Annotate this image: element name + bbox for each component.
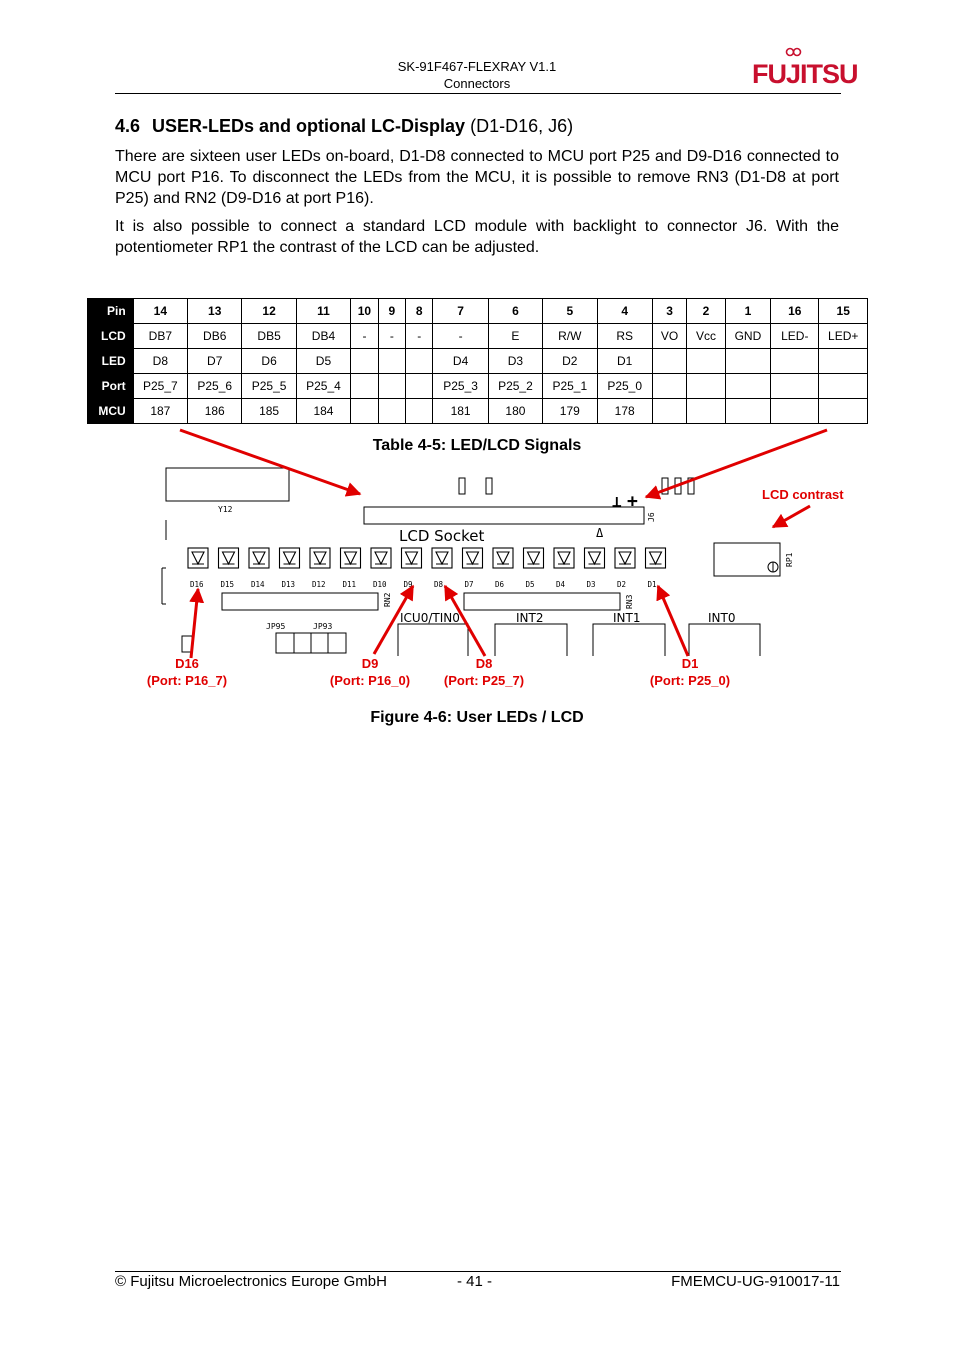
table-cell: 2 [687, 299, 725, 324]
jp93-label: JP93 [313, 622, 333, 631]
led-d5-icon [524, 548, 544, 568]
jp95-label: JP95 [266, 622, 286, 631]
figure-caption: Figure 4-6: User LEDs / LCD [370, 709, 584, 726]
led-label: D14 [251, 580, 265, 589]
arrow-table-left [180, 430, 360, 494]
rn2-outline [222, 593, 378, 610]
gnd-mark: ⊥ [612, 492, 622, 511]
d1-annotation [640, 655, 740, 689]
d9-annotation [320, 655, 420, 689]
led-d10-icon [371, 548, 391, 568]
table-cell: - [378, 324, 405, 349]
d16-port-label: (Port: P16_7) [146, 673, 228, 688]
rp1-label: RP1 [785, 552, 794, 567]
d9-label: D9 [361, 656, 379, 671]
lcd-socket-label: LCD Socket [399, 527, 485, 545]
table-cell: Vcc [687, 324, 725, 349]
header-icu0-label: ICU0/TIN0 [400, 611, 460, 625]
led-d11-icon [341, 548, 361, 568]
led-label: D1 [647, 580, 657, 589]
table-cell: 10 [351, 299, 379, 324]
led-d4-icon [554, 548, 574, 568]
table-cell: - [433, 324, 488, 349]
table-cell: P25_6 [188, 374, 242, 399]
table-cell: LED- [771, 324, 819, 349]
led-label: D10 [373, 580, 387, 589]
header-int0-label: INT0 [708, 611, 736, 625]
led-d16-icon [188, 548, 208, 568]
table-cell: D4 [433, 349, 488, 374]
table-cell: D3 [488, 349, 542, 374]
table-cell: 16 [771, 299, 819, 324]
table-cell: R/W [543, 324, 597, 349]
table-cell: 12 [242, 299, 296, 324]
y12-label: Y12 [218, 505, 233, 514]
d8-annotation [434, 655, 534, 689]
plus-mark: + [627, 491, 638, 512]
j6-label: J6 [647, 512, 656, 522]
table-cell: 187 [133, 399, 187, 424]
led-d15-icon [219, 548, 239, 568]
table-cell: 185 [242, 399, 296, 424]
table-cell: 4 [597, 299, 652, 324]
table-cell: 6 [488, 299, 542, 324]
led-d1-icon [646, 548, 666, 568]
led-d13-icon [280, 548, 300, 568]
led-label: D5 [525, 580, 535, 589]
led-label: D7 [464, 580, 474, 589]
table-cell: P25_5 [242, 374, 296, 399]
table-cell: D5 [296, 349, 350, 374]
table-cell: P25_1 [543, 374, 597, 399]
footer-divider [115, 1271, 841, 1272]
d1-label: D1 [681, 656, 699, 671]
led-label: D11 [342, 580, 357, 589]
d8-label: D8 [475, 656, 493, 671]
d16-label: D16 [175, 656, 199, 671]
led-label: D15 [220, 580, 235, 589]
led-d8-icon [432, 548, 452, 568]
rn3-label: RN3 [625, 594, 634, 609]
section-name: Connectors [443, 76, 511, 91]
row-header: LED [88, 349, 134, 374]
table-cell: DB6 [188, 324, 242, 349]
led-d6-icon [493, 548, 513, 568]
table-cell: 178 [597, 399, 652, 424]
table-cell: 9 [378, 299, 405, 324]
paragraph-leds: There are sixteen user LEDs on-board, D1-D8 connected to MCU port P25 and D9-D16 connected to MCU port P16. To disconnect the LEDs from the MCU, it is possible to remove RN3 (D1-D8 at port P25) and RN2 (D9-D16 at port P16). [115, 148, 839, 207]
cap-part [459, 478, 465, 494]
footer-page-number: - 41 - [457, 1273, 493, 1290]
table-cell: VO [652, 324, 686, 349]
arrow-lcd-contrast [773, 506, 810, 527]
table-cell: D1 [597, 349, 652, 374]
led-d7-icon [463, 548, 483, 568]
table-cell: D7 [188, 349, 242, 374]
led-d3-icon [585, 548, 605, 568]
section-title: USER-LEDs and optional LC-Display [152, 116, 466, 136]
led-label: D6 [495, 580, 505, 589]
pin1-marker-icon: Δ [596, 526, 604, 540]
row-header: MCU [88, 399, 134, 424]
table-cell: 11 [296, 299, 350, 324]
row-header: Pin [88, 299, 134, 324]
table-cell: E [488, 324, 542, 349]
table-cell: DB7 [133, 324, 187, 349]
table-caption: Table 4-5: LED/LCD Signals [372, 437, 582, 454]
header-int2-label: INT2 [516, 611, 544, 625]
footer-copyright: © Fujitsu Microelectronics Europe GmbH [115, 1273, 387, 1290]
res-part [486, 478, 492, 494]
table-cell: LED+ [819, 324, 868, 349]
table-cell: - [351, 324, 379, 349]
table-cell: 179 [543, 399, 597, 424]
rn2-label: RN2 [383, 592, 392, 607]
table-cell: 7 [433, 299, 488, 324]
table-cell: - [406, 324, 433, 349]
arrow-d16 [191, 589, 198, 658]
logo-text: FUJITSU [752, 59, 858, 89]
table-cell: 15 [819, 299, 868, 324]
table-cell: D2 [543, 349, 597, 374]
table-cell: 1 [725, 299, 770, 324]
led-d14-icon [249, 548, 269, 568]
row-header: Port [88, 374, 134, 399]
d16-annotation [137, 655, 237, 689]
table-cell: P25_0 [597, 374, 652, 399]
table-cell: 14 [133, 299, 187, 324]
led-label: D16 [190, 580, 204, 589]
rn3-outline [464, 593, 620, 610]
table-cell: P25_7 [133, 374, 187, 399]
table-cell: DB5 [242, 324, 296, 349]
led-d12-icon [310, 548, 330, 568]
row-header: LCD [88, 324, 134, 349]
table-cell: P25_3 [433, 374, 488, 399]
section-title-suffix: (D1-D16, J6) [470, 116, 574, 136]
header-int1-label: INT1 [613, 611, 641, 625]
lcd-socket-outline [364, 507, 644, 524]
led-label: D8 [434, 580, 444, 589]
table-cell: 5 [543, 299, 597, 324]
d1-port-label: (Port: P25_0) [649, 673, 731, 688]
table-cell: 186 [188, 399, 242, 424]
led-label: D13 [281, 580, 296, 589]
section-number: 4.6 [115, 116, 141, 136]
led-label: D2 [617, 580, 627, 589]
d8-port-label: (Port: P25_7) [443, 673, 525, 688]
table-cell: 180 [488, 399, 542, 424]
arrow-d1 [658, 586, 688, 656]
led-label: D12 [312, 580, 326, 589]
footer-doc-id: FMEMCU-UG-910017-11 [671, 1273, 840, 1290]
led-label: D3 [586, 580, 596, 589]
led-label: D4 [556, 580, 566, 589]
lcd-contrast-label: LCD contrast [762, 487, 844, 502]
paragraph-lcd: It is also possible to connect a standard LCD module with backlight to connector J6. With the potentiometer RP1 the contrast of the LCD can be adjusted. [115, 218, 839, 256]
table-cell: P25_4 [296, 374, 350, 399]
table-cell: GND [725, 324, 770, 349]
table-cell: DB4 [296, 324, 350, 349]
table-cell: 184 [296, 399, 350, 424]
table-cell: D6 [242, 349, 296, 374]
table-cell: 13 [188, 299, 242, 324]
table-cell: P25_2 [488, 374, 542, 399]
table-cell: 181 [433, 399, 488, 424]
table-cell: RS [597, 324, 652, 349]
doc-title: SK-91F467-FLEXRAY V1.1 [397, 59, 557, 74]
y12-outline [166, 468, 289, 501]
led-d9-icon [402, 548, 422, 568]
led-label: D9 [403, 580, 413, 589]
led-d2-icon [615, 548, 635, 568]
table-cell: 3 [652, 299, 686, 324]
d9-port-label: (Port: P16_0) [329, 673, 411, 688]
table-cell: 8 [406, 299, 433, 324]
table-cell: D8 [133, 349, 187, 374]
